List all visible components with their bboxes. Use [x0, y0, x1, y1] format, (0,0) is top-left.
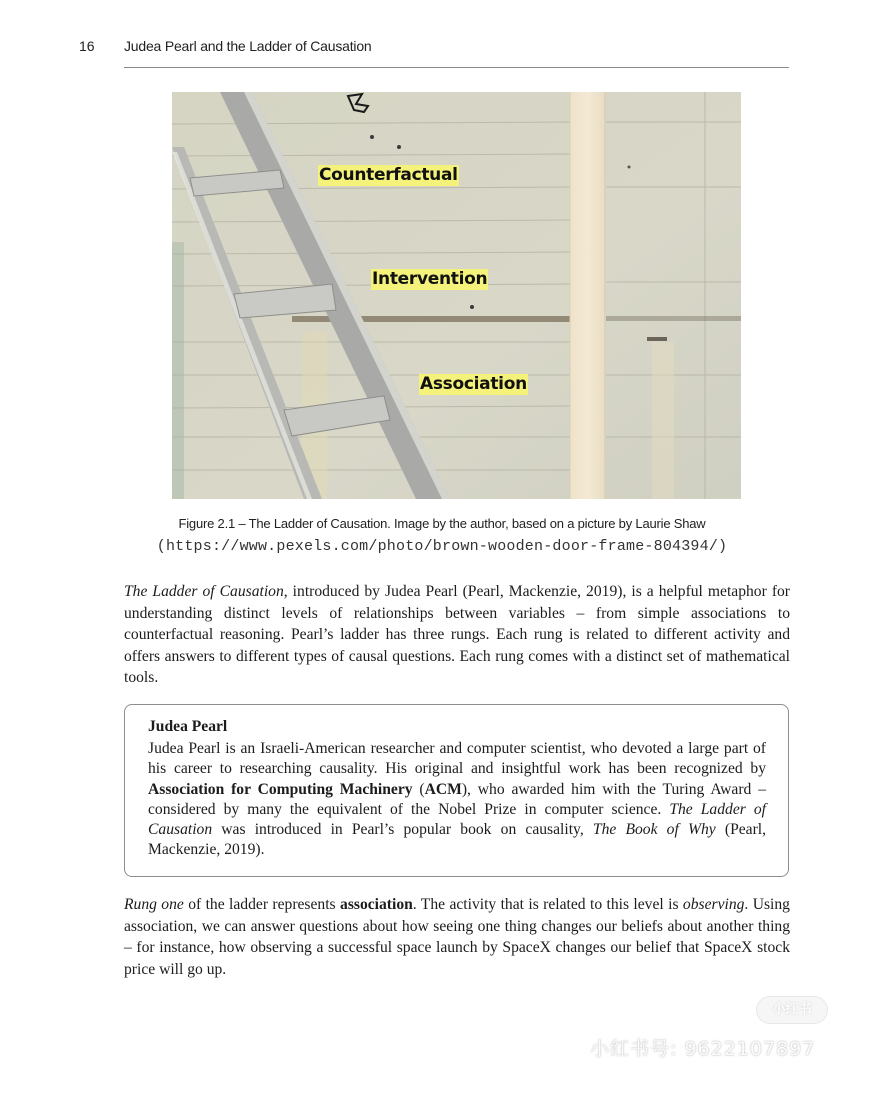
rung-label-association: Association: [420, 374, 527, 394]
infobox-text-a: Judea Pearl is an Israeli-American researcher and computer scientist, who devoted a large part of his career to researching causality. His original and insightful work has been recognized by: [148, 740, 766, 778]
rung-one-text-a: of the ladder represents: [183, 896, 341, 913]
book-of-why-title: The Book of Why: [592, 821, 716, 839]
figure-caption: Figure 2.1 – The Ladder of Causation. Image by the author, based on a picture by Laurie Shaw: [178, 516, 706, 531]
infobox-text-c: ), who awarded him with the Turing Award – considered by many the equivalent of the Nobel Prize in computer science.: [148, 780, 766, 818]
watermark-logo: 小红书: [756, 996, 828, 1024]
running-header-title: Judea Pearl and the Ladder of Causation: [124, 38, 372, 54]
ladder-of-causation-term: The Ladder of Causation: [124, 583, 284, 600]
figure-caption-url[interactable]: (https://www.pexels.com/photo/brown-wooden-door-frame-804394/): [156, 538, 728, 555]
association-term: association: [340, 896, 413, 913]
ladder-photo: [172, 92, 741, 499]
ladder-of-causation-figure: [172, 92, 741, 499]
rung-label-intervention: Intervention: [372, 269, 488, 289]
header-rule: [124, 67, 789, 68]
ladder-term: The Ladder of Causation: [148, 800, 766, 839]
rung-label-counterfactual: Counterfactual: [319, 165, 458, 185]
infobox-text-e: (Pearl, Mackenzie, 2019).: [148, 821, 767, 859]
infobox-text-b: (: [412, 780, 425, 798]
observing-term: observing: [682, 896, 745, 913]
acm-full-name: Association for Computing Machinery: [148, 780, 413, 798]
rung-one-text-b: . The activity that is related to this level is: [412, 896, 683, 913]
rung-one-paragraph: [124, 894, 790, 980]
rung-one-text-c: . Using association, we can answer questions about how seeing one thing changes our beliefs about another thing – for instance, how observing a successful space launch by SpaceX changes our belief that SpaceX stock price will go up.: [124, 896, 790, 978]
infobox-text: [148, 739, 766, 861]
intro-paragraph: [124, 581, 790, 689]
acm-abbreviation: ACM: [424, 780, 462, 798]
judea-pearl-infobox: [124, 704, 789, 877]
infobox-title: Judea Pearl: [148, 718, 228, 735]
page-number: 16: [79, 38, 95, 54]
intro-paragraph-text: , introduced by Judea Pearl (Pearl, Mackenzie, 2019), is a helpful metaphor for understanding distinct levels of relationships between variables – from simple associations to counterfactual reasoning. Pearl’s ladder has three rungs. Each rung is related to different activity and offers answers to different types of causal questions. Each rung comes with a distinct set of mathematical tools.: [124, 583, 790, 686]
watermark-text: 小红书号: 9622107897: [590, 1038, 816, 1060]
infobox-text-d: was introduced in Pearl’s popular book on causality,: [212, 821, 593, 839]
rung-one-term: Rung one: [124, 896, 184, 913]
